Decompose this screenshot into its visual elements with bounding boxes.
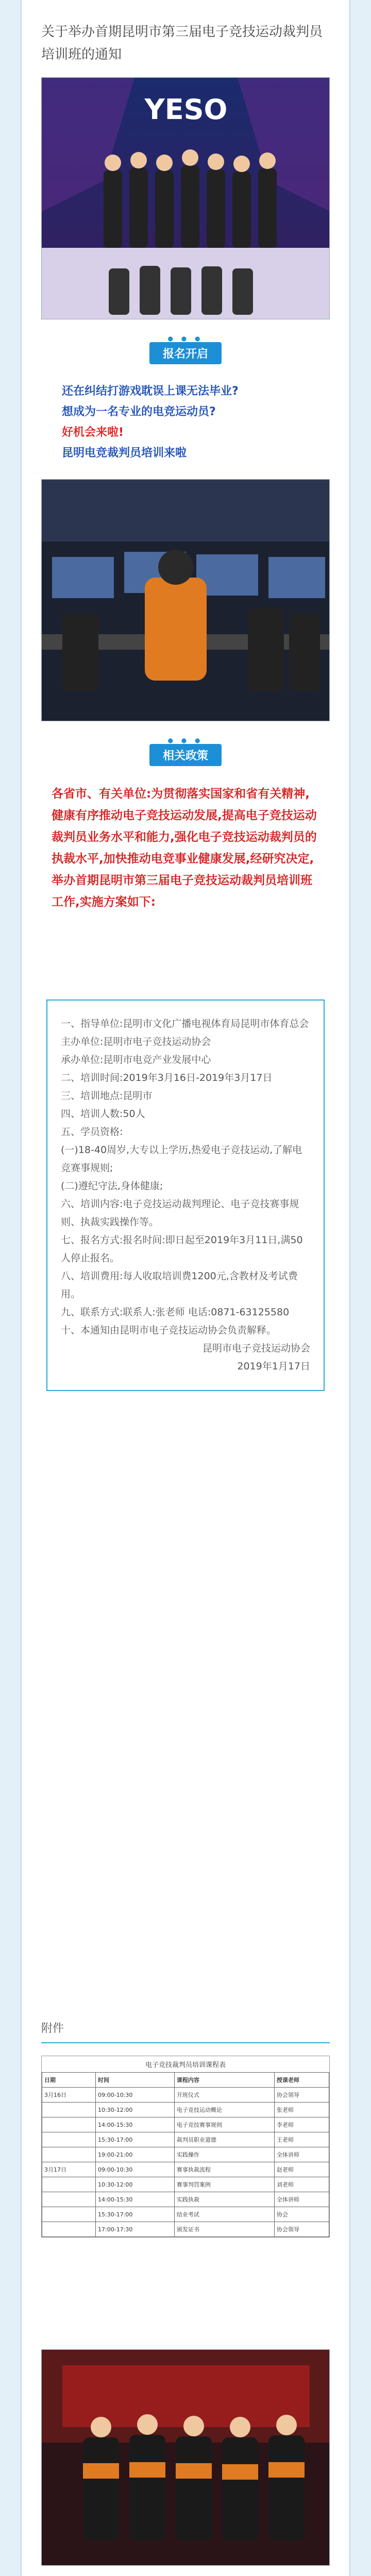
section-label: 相关政策	[149, 744, 222, 766]
table-cell: 赛事判罚案例	[174, 2177, 274, 2192]
table-cell	[42, 2207, 96, 2222]
table-row	[42, 2162, 329, 2177]
header-cell: 时间	[96, 2073, 175, 2088]
table-row	[42, 2103, 329, 2117]
notice-paragraph: 四、培训人数:50人	[61, 1108, 145, 1120]
question-1: 还在纠结打游戏耽误上课无法毕业?	[62, 385, 239, 398]
table-cell	[42, 2192, 96, 2207]
table-cell	[42, 2147, 96, 2162]
policy-intro: 各省市、有关单位:为贯彻落实国家和省有关精神,健康有序推动电子竞技运动发展,提高电子竞技运动裁判员业务水平和能力,强化电子竞技运动裁判员的执裁水平,加快推动电竞事业健康发展,经研究决定,举办首期昆明市第三届电子竞技运动裁判员培训班工作,实施方案如下:	[52, 787, 317, 909]
table-cell: 开班仪式	[174, 2088, 274, 2103]
table-cell: 09:00-10:30	[96, 2162, 175, 2177]
players-photo	[41, 479, 330, 721]
section-label: 报名开启	[149, 342, 222, 364]
notice-paragraph: (二)遵纪守法,身体健康;	[61, 1180, 163, 1192]
stage-photo	[41, 2349, 330, 2566]
table-cell: 裁判员职业道德	[174, 2132, 274, 2147]
question-4: 昆明电竞裁判员培训来啦	[62, 447, 187, 460]
table-row	[42, 2177, 329, 2192]
table-cell: 赵老师	[274, 2162, 329, 2177]
svg-text:YESO: YESO	[144, 93, 228, 126]
section-head-policy: ● ● ● 相关政策	[124, 737, 247, 768]
table-cell: 李老师	[274, 2117, 329, 2132]
attachment-label: 附件	[41, 2022, 64, 2035]
table-cell: 协会	[274, 2207, 329, 2222]
table-cell	[42, 2117, 96, 2132]
table-cell: 3月17日	[42, 2162, 96, 2177]
table-cell	[42, 2222, 96, 2237]
notice-paragraph: 承办单位:昆明市电竞产业发展中心	[61, 1054, 211, 1065]
table-cell: 结业考试	[174, 2207, 274, 2222]
table-cell: 15:30-17:00	[96, 2207, 175, 2222]
table-cell: 14:00-15:30	[96, 2117, 175, 2132]
article-title: 关于举办首期昆明市第三届电子竞技运动裁判员培训班的通知	[41, 24, 323, 62]
schedule-table-wrap	[41, 2056, 330, 2238]
table-row	[42, 2147, 329, 2162]
table-row	[42, 2088, 329, 2103]
notice-paragraph: 三、培训地点:昆明市	[61, 1090, 153, 1101]
table-cell: 3月16日	[42, 2088, 96, 2103]
table-cell: 王老师	[274, 2132, 329, 2147]
table-cell: 全体讲师	[274, 2147, 329, 2162]
notice-paragraph: 六、培训内容:电子竞技运动裁判理论、电子竞技赛事规则、执裁实践操作等。	[61, 1198, 299, 1228]
table-cell: 19:00-21:00	[96, 2147, 175, 2162]
table-cell: 10:30-12:00	[96, 2177, 175, 2192]
notice-paragraph: 十、本通知由昆明市电子竞技运动协会负责解释。	[61, 1325, 277, 1336]
table-cell	[42, 2132, 96, 2147]
section-head-registration: ● ● ● 报名开启	[124, 335, 247, 366]
table-cell: 09:00-10:30	[96, 2088, 175, 2103]
notice-signature: 昆明市电子竞技运动协会	[202, 1343, 310, 1354]
table-cell: 赛事执裁流程	[174, 2162, 274, 2177]
table-cell: 实践操作	[174, 2147, 274, 2162]
table-cell: 17:00-17:30	[96, 2222, 175, 2237]
header-cell: 日期	[42, 2073, 96, 2088]
notice-paragraph: 一、指导单位:昆明市文化广播电视体育局昆明市体育总会	[61, 1018, 309, 1029]
group-photo	[41, 77, 330, 319]
header-cell: 授课老师	[274, 2073, 329, 2088]
notice-box	[46, 999, 325, 1391]
question-2: 想成为一名专业的电竞运动员?	[62, 405, 216, 418]
registration-questions	[62, 381, 309, 464]
table-cell	[42, 2177, 96, 2192]
table-cell: 颁发证书	[174, 2222, 274, 2237]
table-row	[42, 2132, 329, 2147]
notice-date: 2019年1月17日	[237, 1361, 310, 1372]
notice-paragraph: 主办单位:昆明市电子竞技运动协会	[61, 1036, 211, 1047]
table-cell: 协会领导	[274, 2088, 329, 2103]
table-header-row	[42, 2073, 329, 2088]
table-row	[42, 2222, 329, 2237]
schedule-table	[42, 2072, 329, 2237]
table-cell: 10:30-12:00	[96, 2103, 175, 2117]
table-row	[42, 2192, 329, 2207]
header-cell: 课程内容	[174, 2073, 274, 2088]
notice-paragraph: 五、学员资格:	[61, 1126, 123, 1138]
table-cell: 15:30-17:00	[96, 2132, 175, 2147]
table-cell: 刘老师	[274, 2177, 329, 2192]
question-3: 好机会来啦!	[62, 426, 124, 439]
notice-paragraph: 二、培训时间:2019年3月16日-2019年3月17日	[61, 1072, 273, 1083]
table-row	[42, 2207, 329, 2222]
notice-paragraph: 七、报名方式:报名时间:即日起至2019年3月11日,满50人停止报名。	[61, 1234, 303, 1264]
attachment-tag	[41, 2020, 330, 2043]
table-cell: 电子竞技赛事规则	[174, 2117, 274, 2132]
notice-paragraph: 八、培训费用:每人收取培训费1200元,含教材及考试费用。	[61, 1270, 298, 1300]
table-cell	[42, 2103, 96, 2117]
notice-paragraph: (一)18-40周岁,大专以上学历,热爱电子竞技运动,了解电竞赛事规则;	[61, 1144, 302, 1174]
table-cell: 张老师	[274, 2103, 329, 2117]
table-cell: 协会领导	[274, 2222, 329, 2237]
table-cell: 实践执裁	[174, 2192, 274, 2207]
table-cell: 14:00-15:30	[96, 2192, 175, 2207]
table-row	[42, 2117, 329, 2132]
notice-paragraph: 九、联系方式:联系人:张老师 电话:0871-63125580	[61, 1307, 290, 1318]
table-cell: 全体讲师	[274, 2192, 329, 2207]
table-cell: 电子竞技运动概论	[174, 2103, 274, 2117]
table-title: 电子竞技裁判员培训课程表	[145, 2061, 226, 2069]
